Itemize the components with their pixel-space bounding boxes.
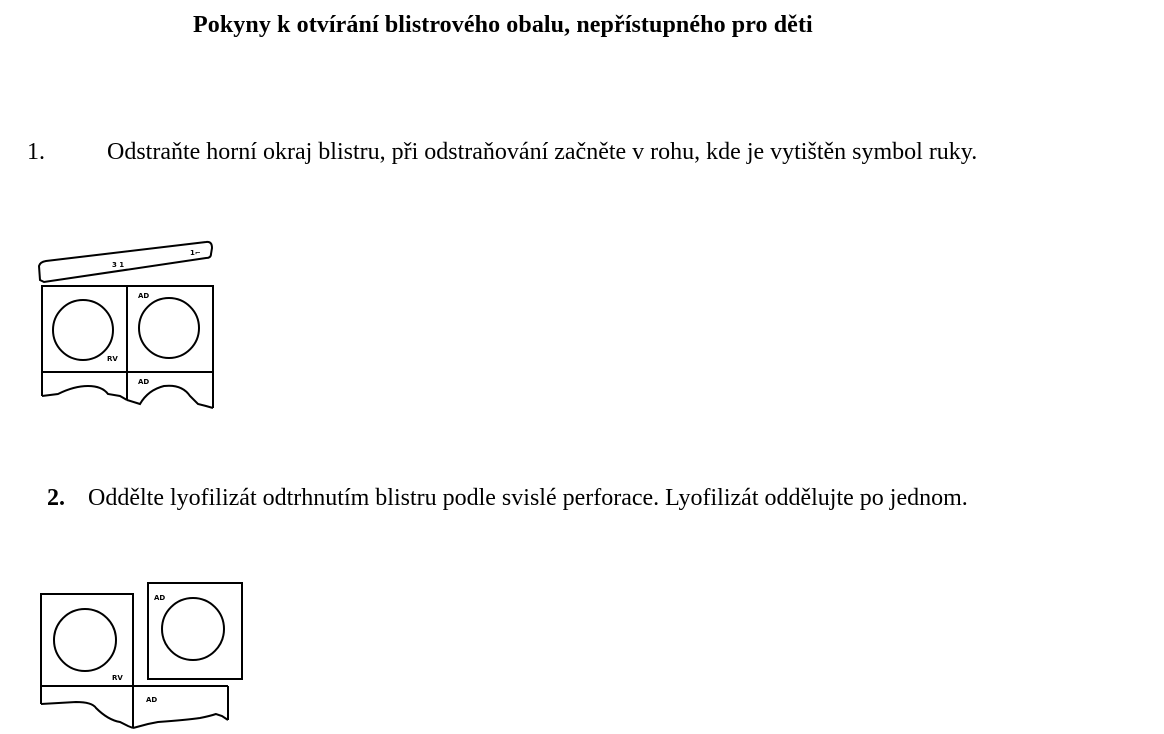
step-2-number: 2. (47, 485, 65, 511)
svg-text:3 1: 3 1 (112, 261, 125, 269)
svg-text:AD: AD (154, 594, 166, 602)
svg-text:AD: AD (146, 696, 158, 704)
svg-text:RV: RV (112, 674, 123, 682)
step-2-text: Oddělte lyofilizát odtrhnutím blistru podle svislé perforace. Lyofilizát oddělujte po jednom. (88, 485, 968, 511)
blister-peel-top-edge-diagram-icon (36, 236, 218, 412)
svg-text:1⌐: 1⌐ (190, 249, 201, 257)
step-1-text: Odstraňte horní okraj blistru, při odstraňování začněte v rohu, kde je vytištěn symbol ruky. (107, 139, 978, 165)
blister-separate-perforation-diagram-icon (36, 580, 248, 734)
step-2 (47, 483, 1047, 514)
svg-text:RV: RV (107, 355, 118, 363)
step-1-number: 1. (27, 139, 45, 165)
step-1 (27, 137, 1057, 168)
svg-text:AD: AD (138, 378, 150, 386)
page-title: Pokyny k otvírání blistrového obalu, nepřístupného pro děti (193, 12, 813, 38)
svg-text:AD: AD (138, 292, 150, 300)
